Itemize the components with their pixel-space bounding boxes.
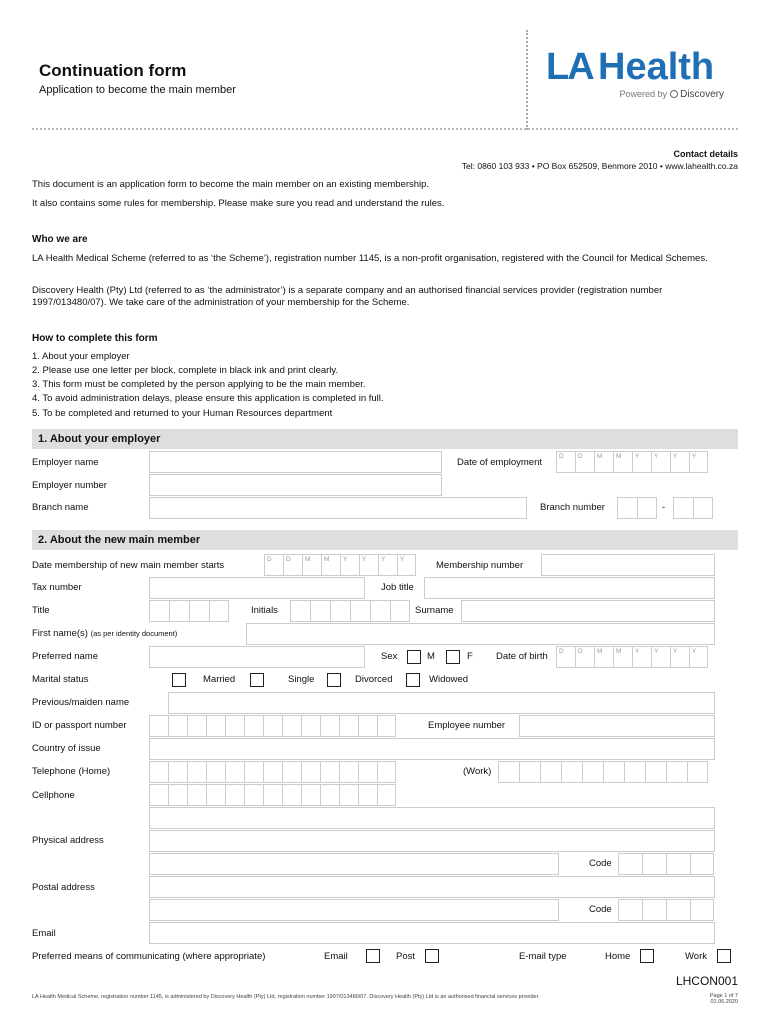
branch-name-label: Branch name xyxy=(32,502,89,513)
digit-cell[interactable] xyxy=(358,715,377,737)
tel-home-label: Telephone (Home) xyxy=(32,766,111,777)
digit-cell[interactable] xyxy=(603,761,624,783)
divorced-checkbox[interactable] xyxy=(327,673,341,687)
postal-code-label: Code xyxy=(589,904,612,915)
digit-cell[interactable] xyxy=(301,784,320,806)
physical-code-label: Code xyxy=(589,858,612,869)
country-field[interactable] xyxy=(149,738,715,760)
tel-work-label: (Work) xyxy=(463,766,492,777)
postal-address-line-1[interactable] xyxy=(149,876,715,898)
physical-code-field[interactable] xyxy=(618,853,714,875)
comm-post-label: Post xyxy=(396,951,416,962)
employer-name-label: Employer name xyxy=(32,457,99,468)
postal-code-field[interactable] xyxy=(618,899,714,921)
employer-number-label: Employer number xyxy=(32,480,107,491)
title-label: Title xyxy=(32,605,50,616)
digit-cell[interactable] xyxy=(339,784,358,806)
digit-cell[interactable] xyxy=(377,784,396,806)
digit-cell[interactable] xyxy=(225,784,244,806)
who-p2: Discovery Health (Pty) Ltd (referred to as ‘the administrator’) is a separate company and an authorised financial services provider (registration number 1997/013480/07). We take care of the administration of your membership for the Scheme. xyxy=(32,285,663,308)
how-heading: How to complete this form xyxy=(32,333,158,344)
sex-label: Sex xyxy=(381,651,398,662)
employee-number-label: Employee number xyxy=(428,720,506,731)
digit-cell[interactable] xyxy=(358,761,377,783)
digit-cell[interactable] xyxy=(582,761,603,783)
digit-cell[interactable] xyxy=(540,761,561,783)
physical-address-label: Physical address xyxy=(32,835,104,846)
email-type-work-checkbox[interactable] xyxy=(717,949,731,963)
date-cell[interactable]: M xyxy=(594,646,613,668)
digit-cell[interactable] xyxy=(320,784,339,806)
date-cell[interactable]: M xyxy=(302,554,321,576)
page-subtitle: Application to become the main member xyxy=(39,84,236,96)
date-cell[interactable]: D xyxy=(283,554,302,576)
digit-cell[interactable] xyxy=(206,761,225,783)
married-checkbox[interactable] xyxy=(172,673,186,687)
date-of-employment-label: Date of employment xyxy=(457,457,543,468)
digit-cell[interactable] xyxy=(666,761,687,783)
cellphone-label: Cellphone xyxy=(32,790,75,801)
digit-cell[interactable] xyxy=(320,761,339,783)
section-2-header: 2. About the new main member xyxy=(32,530,738,550)
digit-cell[interactable] xyxy=(168,784,187,806)
section-1-header: 1. About your employer xyxy=(32,429,738,449)
digit-cell[interactable] xyxy=(645,761,666,783)
digit-cell[interactable] xyxy=(187,715,206,737)
digit-cell[interactable] xyxy=(624,761,645,783)
tel-home-field[interactable] xyxy=(149,761,396,783)
digit-cell[interactable] xyxy=(263,784,282,806)
date-cell[interactable]: M xyxy=(321,554,340,576)
contact-heading: Contact details xyxy=(673,149,738,159)
membership-number-field[interactable] xyxy=(541,554,715,576)
digit-cell[interactable] xyxy=(498,761,519,783)
date-cell[interactable]: Y xyxy=(689,646,708,668)
who-p1: LA Health Medical Scheme (referred to as ‘the Scheme’), registration number 1145, is a non-profit organisation, registered with the Council for Medical Schemes. xyxy=(32,253,708,264)
date-cell[interactable]: M xyxy=(613,646,632,668)
digit-cell[interactable] xyxy=(168,761,187,783)
id-number-field[interactable] xyxy=(149,715,396,737)
postal-address-line-2[interactable] xyxy=(149,899,559,921)
tel-work-field[interactable] xyxy=(498,761,708,783)
previous-name-field[interactable] xyxy=(168,692,715,714)
digit-cell[interactable] xyxy=(519,761,540,783)
intro-p2: It also contains some rules for membership. Please make sure you read and understand the rules. xyxy=(32,198,445,209)
sex-m-checkbox[interactable] xyxy=(407,650,421,664)
preferred-name-label: Preferred name xyxy=(32,651,99,662)
comm-email-label: Email xyxy=(324,951,348,962)
digit-cell[interactable] xyxy=(187,761,206,783)
cellphone-field[interactable] xyxy=(149,784,396,806)
widowed-checkbox[interactable] xyxy=(406,673,420,687)
sex-f-checkbox[interactable] xyxy=(446,650,460,664)
page-title: Continuation form xyxy=(39,61,187,80)
digit-cell[interactable] xyxy=(244,715,263,737)
physical-address-line-1[interactable] xyxy=(149,807,715,829)
single-checkbox[interactable] xyxy=(250,673,264,687)
branch-number-field[interactable] xyxy=(617,497,657,519)
surname-field[interactable] xyxy=(461,600,715,622)
email-type-home-label: Home xyxy=(605,951,631,962)
date-of-birth-label: Date of birth xyxy=(496,651,548,662)
digit-cell[interactable] xyxy=(263,761,282,783)
digit-cell[interactable] xyxy=(282,715,301,737)
digit-cell[interactable] xyxy=(206,715,225,737)
date-cell[interactable]: D xyxy=(556,646,575,668)
job-title-label: Job title xyxy=(381,582,414,593)
employer-number-field[interactable] xyxy=(149,474,442,496)
branch-number-suffix-field[interactable] xyxy=(673,497,713,519)
digit-cell[interactable] xyxy=(377,715,396,737)
date-cell[interactable]: Y xyxy=(651,646,670,668)
sex-m-label: M xyxy=(427,651,435,662)
initials-label: Initials xyxy=(251,605,278,616)
comm-email-checkbox[interactable] xyxy=(366,949,380,963)
contact-text: Tel: 0860 103 933 • PO Box 652509, Benmore 2010 • www.lahealth.co.za xyxy=(461,161,738,171)
email-type-work-label: Work xyxy=(685,951,707,962)
date-starts-field[interactable] xyxy=(264,554,416,576)
digit-cell[interactable] xyxy=(149,761,168,783)
branch-number-label: Branch number xyxy=(540,502,605,513)
digit-cell[interactable] xyxy=(244,784,263,806)
digit-cell[interactable] xyxy=(225,761,244,783)
date-cell[interactable]: Y xyxy=(689,451,708,473)
previous-name-label: Previous/maiden name xyxy=(32,697,130,708)
footer-legal-text: LA Health Medical Scheme, registration number 1145, is administered by Discovery Health (Pty) Ltd, registration number 1997/013480/07. Discovery Health (Pty) Ltd is an authorised financial services provider. xyxy=(32,994,540,1000)
postal-address-label: Postal address xyxy=(32,882,95,893)
initials-field[interactable] xyxy=(290,600,410,622)
employer-name-field[interactable] xyxy=(149,451,442,473)
la-health-logo xyxy=(546,46,726,102)
divorced-label: Divorced xyxy=(355,674,393,685)
date-cell[interactable]: D xyxy=(575,646,594,668)
discovery-icon xyxy=(670,90,678,98)
comm-post-checkbox[interactable] xyxy=(425,949,439,963)
date-cell[interactable]: Y xyxy=(340,554,359,576)
marital-status-label: Marital status xyxy=(32,674,89,685)
date-cell[interactable]: Y xyxy=(359,554,378,576)
widowed-label: Widowed xyxy=(429,674,469,685)
digit-cell[interactable] xyxy=(301,761,320,783)
surname-label: Surname xyxy=(415,605,454,616)
date-cell[interactable]: Y xyxy=(632,646,651,668)
date-of-employment-field[interactable] xyxy=(556,451,708,473)
header-divider-vertical xyxy=(526,30,528,130)
id-number-label: ID or passport number xyxy=(32,720,127,731)
date-cell[interactable]: D xyxy=(575,451,594,473)
digit-cell[interactable] xyxy=(687,761,708,783)
first-names-label: First name(s) (as per identity document) xyxy=(32,628,178,639)
digit-cell[interactable] xyxy=(282,784,301,806)
digit-cell[interactable] xyxy=(168,715,187,737)
tax-number-field[interactable] xyxy=(149,577,365,599)
date-cell[interactable]: Y xyxy=(632,451,651,473)
logo-health: Health xyxy=(598,46,715,88)
intro-p1: This document is an application form to become the main member on an existing membership. xyxy=(32,179,430,190)
email-type-home-checkbox[interactable] xyxy=(640,949,654,963)
date-cell[interactable]: Y xyxy=(670,646,689,668)
how-item-3: 3. This form must be completed by the person applying to be the main member. xyxy=(32,379,366,390)
digit-cell[interactable] xyxy=(282,761,301,783)
date-cell[interactable]: M xyxy=(613,451,632,473)
first-names-field[interactable] xyxy=(246,623,715,645)
digit-cell[interactable] xyxy=(301,715,320,737)
digit-cell[interactable] xyxy=(149,784,168,806)
how-item-5: 5. To be completed and returned to your Human Resources department xyxy=(32,408,333,419)
digit-cell[interactable] xyxy=(320,715,339,737)
date-cell[interactable]: M xyxy=(594,451,613,473)
header-divider-horizontal xyxy=(32,128,738,130)
digit-cell[interactable] xyxy=(149,715,168,737)
date-of-birth-field[interactable] xyxy=(556,646,708,668)
how-item-4: 4. To avoid administration delays, please ensure this application is completed in full. xyxy=(32,393,384,404)
who-heading: Who we are xyxy=(32,234,88,245)
date-cell[interactable]: Y xyxy=(670,451,689,473)
preferred-name-field[interactable] xyxy=(149,646,365,668)
digit-cell[interactable] xyxy=(358,784,377,806)
single-label: Single xyxy=(288,674,315,685)
how-item-2: 2. Please use one letter per block, complete in black ink and print clearly. xyxy=(32,365,339,376)
digit-cell[interactable] xyxy=(244,761,263,783)
digit-cell[interactable] xyxy=(263,715,282,737)
how-item-1: 1. About your employer xyxy=(32,351,130,362)
logo-la: LA xyxy=(546,46,593,88)
married-label: Married xyxy=(203,674,236,685)
branch-dash: - xyxy=(662,502,666,513)
preferred-comm-label: Preferred means of communicating (where appropriate) xyxy=(32,951,266,962)
digit-cell[interactable] xyxy=(339,715,358,737)
page-number: Page 1 of 7 xyxy=(709,993,738,999)
physical-address-line-3[interactable] xyxy=(149,853,559,875)
logo-powered-by: Powered by Discovery xyxy=(619,89,724,100)
form-date: 01.06.2020 xyxy=(710,999,738,1005)
date-starts-label: Date membership of new main member starts xyxy=(32,560,225,571)
date-cell[interactable]: Y xyxy=(378,554,397,576)
email-type-label: E-mail type xyxy=(519,951,567,962)
tax-number-label: Tax number xyxy=(32,582,82,593)
digit-cell[interactable] xyxy=(339,761,358,783)
form-code: LHCON001 xyxy=(675,974,738,988)
date-cell[interactable]: Y xyxy=(397,554,416,576)
digit-cell[interactable] xyxy=(225,715,244,737)
date-cell[interactable]: Y xyxy=(651,451,670,473)
title-field[interactable] xyxy=(149,600,229,622)
date-cell[interactable]: D xyxy=(556,451,575,473)
employee-number-field[interactable] xyxy=(519,715,715,737)
date-cell[interactable]: D xyxy=(264,554,283,576)
digit-cell[interactable] xyxy=(561,761,582,783)
physical-address-line-2[interactable] xyxy=(149,830,715,852)
email-label: Email xyxy=(32,928,56,939)
sex-f-label: F xyxy=(467,651,473,662)
branch-name-field[interactable] xyxy=(149,497,527,519)
digit-cell[interactable] xyxy=(187,784,206,806)
job-title-field[interactable] xyxy=(424,577,715,599)
digit-cell[interactable] xyxy=(377,761,396,783)
digit-cell[interactable] xyxy=(206,784,225,806)
country-label: Country of issue xyxy=(32,743,101,754)
email-field[interactable] xyxy=(149,922,715,944)
membership-number-label: Membership number xyxy=(436,560,524,571)
footer-page-info xyxy=(710,993,738,1005)
